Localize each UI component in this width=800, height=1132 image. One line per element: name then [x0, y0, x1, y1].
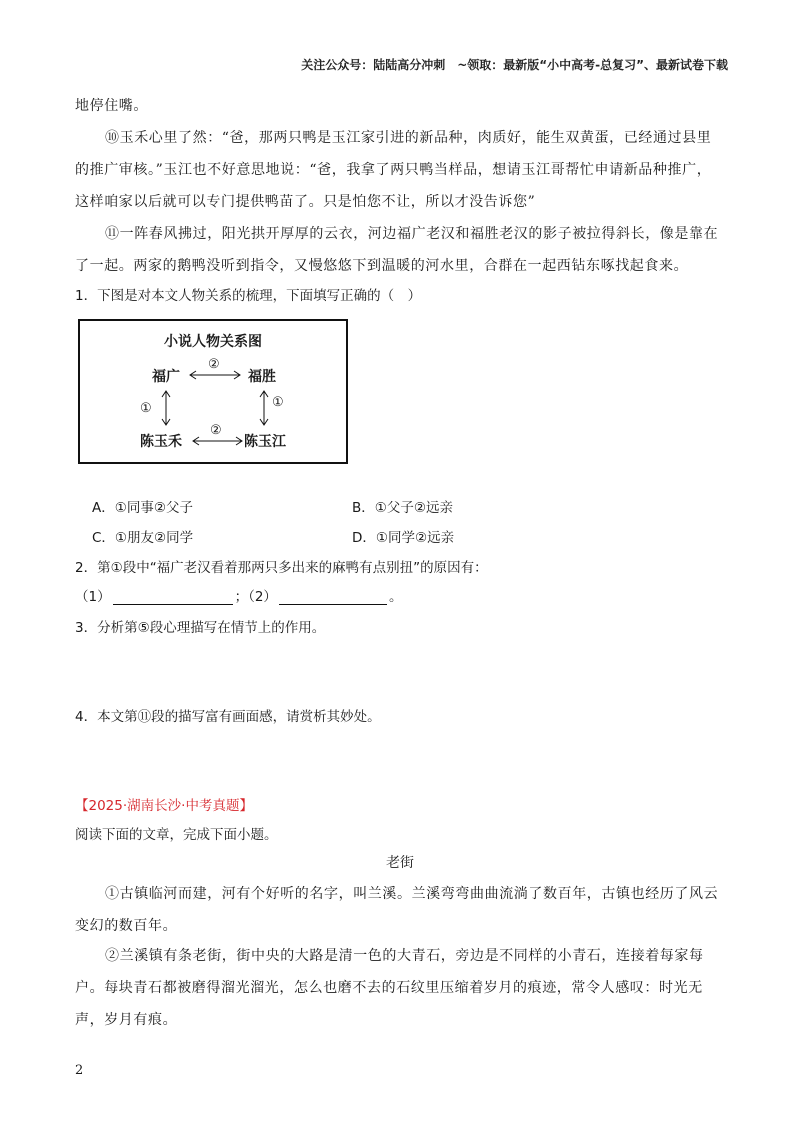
question-1-stem: 1．下图是对本文人物关系的梳理，下面填写正确的（ ） — [75, 288, 422, 304]
question-2-stem: 2．第①段中“福广老汉看着那两只多出来的麻鸭有点别扭”的原因有： — [75, 560, 488, 576]
q2-separator: ；（2） — [234, 589, 277, 605]
page-header: 关注公众号：陆陆高分冲刺 ~领取：最新版“小中高考-总复习”、最新试卷下载 — [301, 58, 728, 72]
q2-end: 。 — [388, 589, 403, 605]
paragraph-11: ⑪一阵春风拂过，阳光拱开厚厚的云衣，河边福广老汉和福胜老汉的影子被拉得斜长，像是靠在了一起。两家的鹅鸭没听到指令，又慢悠悠下到温暖的河水里，合群在一起西钻东啄找起食来。 — [75, 226, 719, 274]
diagram-title: 小说人物关系图 — [164, 334, 262, 350]
section-tag: 【2025·湖南长沙·中考真题】 — [75, 798, 253, 814]
article-title: 老街 — [386, 855, 414, 871]
relationship-diagram — [78, 319, 348, 464]
option-b: B．①父子②远亲 — [352, 500, 453, 516]
mark-right: ① — [272, 395, 284, 410]
paragraph-10: ⑩玉禾心里了然：“爸，那两只鸭是玉江家引进的新品种，肉质好，能生双黄蛋，已经通过县里的推广审核。”玉江也不好意思地说：“爸，我拿了两只鸭当样品，想请玉江哥帮忙申请新品种推广，这样咱家以后就可以专门提供鸭苗了。只是怕您不让，所以才没告诉您” — [75, 130, 712, 210]
node-chen-yuhe: 陈玉禾 — [140, 434, 182, 450]
article-paragraph-2: ②兰溪镇有条老街，街中央的大路是清一色的大青石，旁边是不同样的小青石，连接着每家每户。每块青石都被磨得溜光溜光，怎么也磨不去的石纹里压缩着岁月的痕迹，常令人感叹：时光无声，岁月有痕。 — [75, 948, 704, 1028]
page-number: 2 — [75, 1063, 84, 1078]
option-a: A．①同事②父子 — [92, 500, 193, 516]
answer-blank-2[interactable] — [279, 590, 387, 605]
node-chen-yujiang: 陈玉江 — [244, 434, 286, 450]
reading-instruction: 阅读下面的文章，完成下面小题。 — [75, 827, 278, 843]
answer-blank-1[interactable] — [113, 590, 233, 605]
node-fuguang: 福广 — [152, 369, 180, 385]
diagram-arrows — [80, 321, 346, 462]
option-c: C．①朋友②同学 — [92, 530, 194, 546]
option-d: D．①同学②远亲 — [352, 530, 455, 546]
paragraph-0: 地停住嘴。 — [75, 98, 148, 114]
node-fusheng: 福胜 — [248, 369, 276, 385]
q2-label-1: （1） — [75, 589, 111, 605]
mark-left: ① — [140, 401, 152, 416]
question-2-answer-line — [75, 585, 402, 605]
question-4: 4．本文第⑪段的描写富有画面感，请赏析其妙处。 — [75, 709, 381, 725]
article-paragraph-1: ①古镇临河而建，河有个好听的名字，叫兰溪。兰溪弯弯曲曲流淌了数百年，古镇也经历了风云变幻的数百年。 — [75, 886, 719, 934]
mark-top: ② — [208, 357, 220, 372]
mark-bottom: ② — [210, 423, 222, 438]
question-3: 3．分析第⑤段心理描写在情节上的作用。 — [75, 620, 326, 636]
